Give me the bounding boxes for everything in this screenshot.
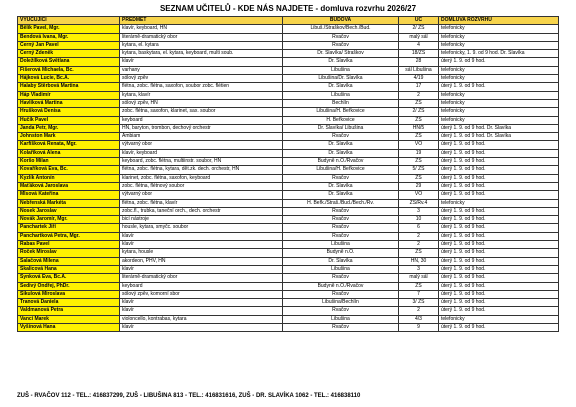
subject-cell: klavír xyxy=(120,265,283,273)
subject-cell: housle, kytara, smyčc. soubor xyxy=(120,224,283,232)
room-cell: 2 xyxy=(399,241,439,249)
schedule-cell: úterý 1. 9. od 9 hod. xyxy=(439,207,559,215)
room-cell: malý sál xyxy=(399,33,439,41)
table-header-row xyxy=(18,17,559,25)
table-row xyxy=(18,282,559,290)
building-cell: Dr. Slavíka xyxy=(283,141,399,149)
building-cell: Dr. Slavíka xyxy=(283,182,399,190)
teacher-name-cell: Roček Miroslav xyxy=(18,249,120,257)
table-row xyxy=(18,166,559,174)
subject-cell: keyboard xyxy=(120,116,283,124)
table-row xyxy=(18,149,559,157)
schedule-cell: úterý 1. 9. od 9 hod. xyxy=(439,249,559,257)
subject-cell: kytara, el. kytara xyxy=(120,41,283,49)
subject-cell: sólový zpěv, komorní sbor xyxy=(120,290,283,298)
teacher-name-cell: Koršo Milan xyxy=(18,158,120,166)
table-row xyxy=(18,99,559,107)
room-cell: ZŠ/Rv.4 xyxy=(399,199,439,207)
teacher-name-cell: Šikulová Miroslava xyxy=(18,290,120,298)
schedule-cell: telefonicky, 1. 9. od 9 hod. Dr. Slavíka xyxy=(439,50,559,58)
subject-cell: keyboard, zobc. flétna, multiinstr. soubor, HN xyxy=(120,158,283,166)
schedule-cell: úterý 1. 9. od 9 hod. xyxy=(439,182,559,190)
schedule-cell: telefonicky xyxy=(439,75,559,83)
building-cell: Libušina xyxy=(283,315,399,323)
room-cell: 3 xyxy=(399,265,439,273)
building-cell: Dr. Slavíka xyxy=(283,149,399,157)
subject-cell: klavír xyxy=(120,232,283,240)
room-cell: 9 xyxy=(399,323,439,331)
building-cell: Dr. Slavíka xyxy=(283,257,399,265)
table-row xyxy=(18,158,559,166)
building-cell: Budyně n.O./Rvačov xyxy=(283,282,399,290)
subject-cell: sólový zpěv, HN xyxy=(120,99,283,107)
building-cell: Dr. Slavíka xyxy=(283,83,399,91)
subject-cell: sólový zpěv xyxy=(120,75,283,83)
teacher-name-cell: Salačová Milena xyxy=(18,257,120,265)
schedule-cell: telefonicky xyxy=(439,25,559,33)
schedule-cell: úterý 1. 9. od 9 hod. xyxy=(439,323,559,331)
building-cell: Rvačov xyxy=(283,174,399,182)
teacher-name-cell: Mlsová Kateřina xyxy=(18,191,120,199)
subject-cell: klavír xyxy=(120,307,283,315)
subject-cell: klarinet, zobc. flétna, saxofon, keyboard xyxy=(120,174,283,182)
building-cell: Rvačov xyxy=(283,41,399,49)
room-cell: 2/ ZŠ xyxy=(399,25,439,33)
subject-cell: výtvarný obor xyxy=(120,141,283,149)
building-cell: Libušina xyxy=(283,66,399,74)
schedule-cell: úterý 1. 9. od 9 hod. xyxy=(439,224,559,232)
table-row xyxy=(18,108,559,116)
table-row xyxy=(18,91,559,99)
table-row xyxy=(18,232,559,240)
subject-cell: klavír, keyboard xyxy=(120,149,283,157)
schedule-cell: úterý 1. 9. od 9 hod. xyxy=(439,191,559,199)
subject-cell: klavír xyxy=(120,241,283,249)
building-cell: Rvačov xyxy=(283,307,399,315)
table-row xyxy=(18,33,559,41)
teacher-name-cell: Vanci Marek xyxy=(18,315,120,323)
teacher-name-cell: Hrušková Denisa xyxy=(18,108,120,116)
teacher-name-cell: Kovaříková Eva, Bc. xyxy=(18,166,120,174)
header-schedule: DOMLUVA ROZVRHU xyxy=(439,17,559,25)
teacher-name-cell: Bělík Pavel, Mgr. xyxy=(18,25,120,33)
table-row xyxy=(18,241,559,249)
table-row xyxy=(18,315,559,323)
schedule-cell: úterý 1. 9. od 9 hod. xyxy=(439,58,559,66)
room-cell: 18/ZŠ xyxy=(399,50,439,58)
table-row xyxy=(18,66,559,74)
schedule-cell: telefonicky xyxy=(439,91,559,99)
schedule-cell: telefonicky xyxy=(439,108,559,116)
table-row xyxy=(18,249,559,257)
building-cell: Rvačov xyxy=(283,224,399,232)
teacher-name-cell: Háp Vladimír xyxy=(18,91,120,99)
schedule-cell: úterý 1. 9. od 9 hod. xyxy=(439,83,559,91)
subject-cell: kytara, housle xyxy=(120,249,283,257)
teacher-name-cell: Skalicová Hana xyxy=(18,265,120,273)
building-cell: Budyně n.O. xyxy=(283,249,399,257)
schedule-cell: úterý 1. 9. od 9 hod. xyxy=(439,307,559,315)
subject-cell: klavír xyxy=(120,323,283,331)
room-cell: 3/ ZŠ xyxy=(399,299,439,307)
teacher-name-cell: Hájková Lucie, Bc.A. xyxy=(18,75,120,83)
table-row xyxy=(18,133,559,141)
subject-cell: flétna, zobc. flétna, klavír xyxy=(120,199,283,207)
building-cell: Libušina xyxy=(283,91,399,99)
schedule-cell: úterý 1. 9. od 9 hod. xyxy=(439,241,559,249)
table-row xyxy=(18,124,559,132)
table-row xyxy=(18,83,559,91)
schedule-cell: úterý 1. 9. od 9 hod. Dr. Slavíka xyxy=(439,124,559,132)
room-cell: 4 xyxy=(399,41,439,49)
teacher-name-cell: Maťáková Jaroslava xyxy=(18,182,120,190)
building-cell: Libušina/Dr. Slavíka xyxy=(283,75,399,83)
room-cell: ZŠ xyxy=(399,158,439,166)
room-cell: ZŠ xyxy=(399,282,439,290)
teacher-name-cell: Valdmanová Petra xyxy=(18,307,120,315)
room-cell: ZŠ xyxy=(399,99,439,107)
building-cell: Dr. Slavíka xyxy=(283,191,399,199)
teacher-name-cell: Halaby Štěrbová Martina xyxy=(18,83,120,91)
building-cell: Rvačov xyxy=(283,33,399,41)
room-cell: 4/19 xyxy=(399,75,439,83)
schedule-cell: telefonicky xyxy=(439,199,559,207)
table-row xyxy=(18,274,559,282)
building-cell: Rvačov xyxy=(283,274,399,282)
schedule-cell: úterý 1. 9. od 9 hod. xyxy=(439,141,559,149)
schedule-cell: úterý 1. 9. od 9 hod. xyxy=(439,290,559,298)
table-row xyxy=(18,116,559,124)
subject-cell: výtvarný obor xyxy=(120,191,283,199)
building-cell: Rvačov xyxy=(283,216,399,224)
header-room: UČ xyxy=(399,17,439,25)
teachers-table xyxy=(17,16,559,332)
table-body xyxy=(18,25,559,332)
schedule-cell: telefonicky xyxy=(439,33,559,41)
teacher-name-cell: Hučík Pavel xyxy=(18,116,120,124)
teacher-name-cell: Panchartková Petra, Mgr. xyxy=(18,232,120,240)
teacher-name-cell: Tranová Daniela xyxy=(18,299,120,307)
footer-contacts: ZUŠ - RVAČOV 112 - TEL.: 416837299, ZUŠ - LIBUŠINA 813 - TEL.: 416831616, ZUŠ - DR. SLAVÍKA 1062 - TEL.: 416838110 xyxy=(17,393,361,399)
room-cell: ZŠ xyxy=(399,133,439,141)
room-cell: 2 xyxy=(399,232,439,240)
teacher-name-cell: Vyšínová Hana xyxy=(18,323,120,331)
room-cell: malý sál xyxy=(399,274,439,282)
room-cell: 2/ ZŠ xyxy=(399,108,439,116)
room-cell: 7 xyxy=(399,290,439,298)
subject-cell: flétna, zobc. flétna, saxofon, soubor zobc. flétien xyxy=(120,83,283,91)
room-cell: 2 xyxy=(399,307,439,315)
subject-cell: varhany xyxy=(120,66,283,74)
table-row xyxy=(18,216,559,224)
teacher-name-cell: Novák Jaromír, Mgr. xyxy=(18,216,120,224)
schedule-cell: úterý 1. 9. od 9 hod. xyxy=(439,216,559,224)
schedule-cell: úterý 1. 9. od 9 hod. Dr. Slavíka xyxy=(439,133,559,141)
subject-cell: klavír xyxy=(120,299,283,307)
room-cell: sál Libušina xyxy=(399,66,439,74)
header-building: BUDOVA xyxy=(283,17,399,25)
schedule-cell: úterý 1. 9. od 9 hod. xyxy=(439,166,559,174)
room-cell: VO xyxy=(399,141,439,149)
schedule-cell: úterý 1. 9. od 9 hod. xyxy=(439,274,559,282)
table-row xyxy=(18,323,559,331)
teacher-name-cell: Rabas Pavel xyxy=(18,241,120,249)
building-cell: Rvačov xyxy=(283,290,399,298)
table-row xyxy=(18,50,559,58)
room-cell: 6 xyxy=(399,224,439,232)
teacher-name-cell: Kolaříková Alena xyxy=(18,149,120,157)
table-row xyxy=(18,199,559,207)
table-row xyxy=(18,299,559,307)
room-cell: 2 xyxy=(399,91,439,99)
teacher-name-cell: Fišerová Michaela, Bc. xyxy=(18,66,120,74)
building-cell: Libušina/Bechlín xyxy=(283,299,399,307)
building-cell: Dr. Slavíka/ Libušina xyxy=(283,124,399,132)
subject-cell: zobc. flétna, flétnový soubor xyxy=(120,182,283,190)
subject-cell: zobc.fl., trubka, taneční orch., dech. orchestr xyxy=(120,207,283,215)
room-cell: 28 xyxy=(399,58,439,66)
building-cell: Libušina xyxy=(283,265,399,273)
room-cell: HN, 30 xyxy=(399,257,439,265)
schedule-cell: telefonicky xyxy=(439,66,559,74)
schedule-cell: úterý 1. 9. od 9 hod. xyxy=(439,232,559,240)
room-cell: 5/ ZŠ xyxy=(399,166,439,174)
teacher-name-cell: Karfíšková Renata, Mgr. xyxy=(18,141,120,149)
table-row xyxy=(18,141,559,149)
teacher-name-cell: Havlíková Martina xyxy=(18,99,120,107)
teacher-name-cell: Nebřenská Markéta xyxy=(18,199,120,207)
building-cell: Dr. Slavíka xyxy=(283,58,399,66)
subject-cell: keyboard xyxy=(120,282,283,290)
building-cell: Budyně n.O./Rvačov xyxy=(283,158,399,166)
room-cell: ZŠ xyxy=(399,249,439,257)
subject-cell: Ambiam xyxy=(120,133,283,141)
teacher-name-cell: Panchartek Jiří xyxy=(18,224,120,232)
schedule-cell: úterý 1. 9. od 9 hod. xyxy=(439,299,559,307)
schedule-cell: úterý 1. 9. od 9 hod. xyxy=(439,149,559,157)
schedule-cell: úterý 1. 9. od 9 hod. xyxy=(439,174,559,182)
table-row xyxy=(18,207,559,215)
subject-cell: kytara, klavír xyxy=(120,91,283,99)
table-row xyxy=(18,58,559,66)
building-cell: Bechlín xyxy=(283,99,399,107)
table-row xyxy=(18,265,559,273)
teacher-name-cell: Johnston Mark xyxy=(18,133,120,141)
schedule-cell: telefonicky xyxy=(439,99,559,107)
room-cell: 10 xyxy=(399,216,439,224)
teacher-name-cell: Bendová Ivana, Mgr. xyxy=(18,33,120,41)
subject-cell: bicí nástroje xyxy=(120,216,283,224)
table-row xyxy=(18,41,559,49)
subject-cell: flétna, zobc. flétna, kytara, dět.zk. dech. orchestr, HN xyxy=(120,166,283,174)
building-cell: Rvačov xyxy=(283,207,399,215)
schedule-cell: telefonicky xyxy=(439,41,559,49)
room-cell: ZŠ xyxy=(399,116,439,124)
room-cell: 3 xyxy=(399,207,439,215)
building-cell: Rvačov xyxy=(283,133,399,141)
schedule-cell: úterý 1. 9. od 9 hod. xyxy=(439,158,559,166)
teacher-name-cell: Černý Zdeněk xyxy=(18,50,120,58)
room-cell: 17 xyxy=(399,83,439,91)
table-row xyxy=(18,307,559,315)
building-cell: Libušina xyxy=(283,241,399,249)
table-row xyxy=(18,75,559,83)
building-cell: Rvačov xyxy=(283,232,399,240)
building-cell: Dr. Slavíka/ Straškov xyxy=(283,50,399,58)
schedule-cell: úterý 1. 9. od 9 hod. xyxy=(439,265,559,273)
table-row xyxy=(18,191,559,199)
building-cell: H. Beřk./Straš./Bud./Bech./Rv. xyxy=(283,199,399,207)
room-cell: 4/3 xyxy=(399,315,439,323)
schedule-cell: úterý 1. 9. od 9 hod. xyxy=(439,257,559,265)
building-cell: Rvačov xyxy=(283,323,399,331)
schedule-cell: telefonicky xyxy=(439,315,559,323)
building-cell: Libušina/H. Beřkovice xyxy=(283,108,399,116)
subject-cell: literárně-dramatický obor xyxy=(120,274,283,282)
building-cell: Libuš./Straškov/Bech./Bud. xyxy=(283,25,399,33)
table-row xyxy=(18,25,559,33)
teacher-name-cell: Kyzlík Antonín xyxy=(18,174,120,182)
subject-cell: akordeon, PHV, HN xyxy=(120,257,283,265)
table-row xyxy=(18,290,559,298)
subject-cell: zobc. flétna, saxofon, klarinet, sax. soubor xyxy=(120,108,283,116)
building-cell: Libušina/H. Beřkovice xyxy=(283,166,399,174)
teacher-name-cell: Doležílková Světlana xyxy=(18,58,120,66)
subject-cell: kytara, baskytara, el. kytara, keyboard, multi soub. xyxy=(120,50,283,58)
room-cell: HN/5 xyxy=(399,124,439,132)
table-row xyxy=(18,257,559,265)
room-cell: 29 xyxy=(399,182,439,190)
schedule-cell: úterý 1. 9. od 9 hod. xyxy=(439,282,559,290)
teacher-name-cell: Synková Eva, Bc.A. xyxy=(18,274,120,282)
subject-cell: HN, baryton, trombon, dechový orchestr xyxy=(120,124,283,132)
room-cell: ZŠ xyxy=(399,174,439,182)
teacher-name-cell: Janda Petr, Mgr. xyxy=(18,124,120,132)
subject-cell: literárně-dramatický obor xyxy=(120,33,283,41)
building-cell: H. Beřkovice xyxy=(283,116,399,124)
room-cell: VO xyxy=(399,191,439,199)
subject-cell: violoncello, kontrabas, kytara xyxy=(120,315,283,323)
subject-cell: klavír xyxy=(120,58,283,66)
schedule-cell: telefonicky xyxy=(439,116,559,124)
page-title: SEZNAM UČITELŮ - KDE NÁS NAJDETE - domluva rozvrhu 2026/27 xyxy=(159,4,417,13)
subject-cell: klavír, keyboard, HN xyxy=(120,25,283,33)
header-teacher: VYUČUJÍCÍ xyxy=(18,17,120,25)
teacher-name-cell: Černý Jan Pavel xyxy=(18,41,120,49)
table-row xyxy=(18,174,559,182)
room-cell: 19 xyxy=(399,149,439,157)
table-row xyxy=(18,182,559,190)
teacher-name-cell: Nosek Jaroslav xyxy=(18,207,120,215)
teacher-name-cell: Šedivý Ondřej, PhDr. xyxy=(18,282,120,290)
table-row xyxy=(18,224,559,232)
header-subject: PŘEDMĚT xyxy=(120,17,283,25)
